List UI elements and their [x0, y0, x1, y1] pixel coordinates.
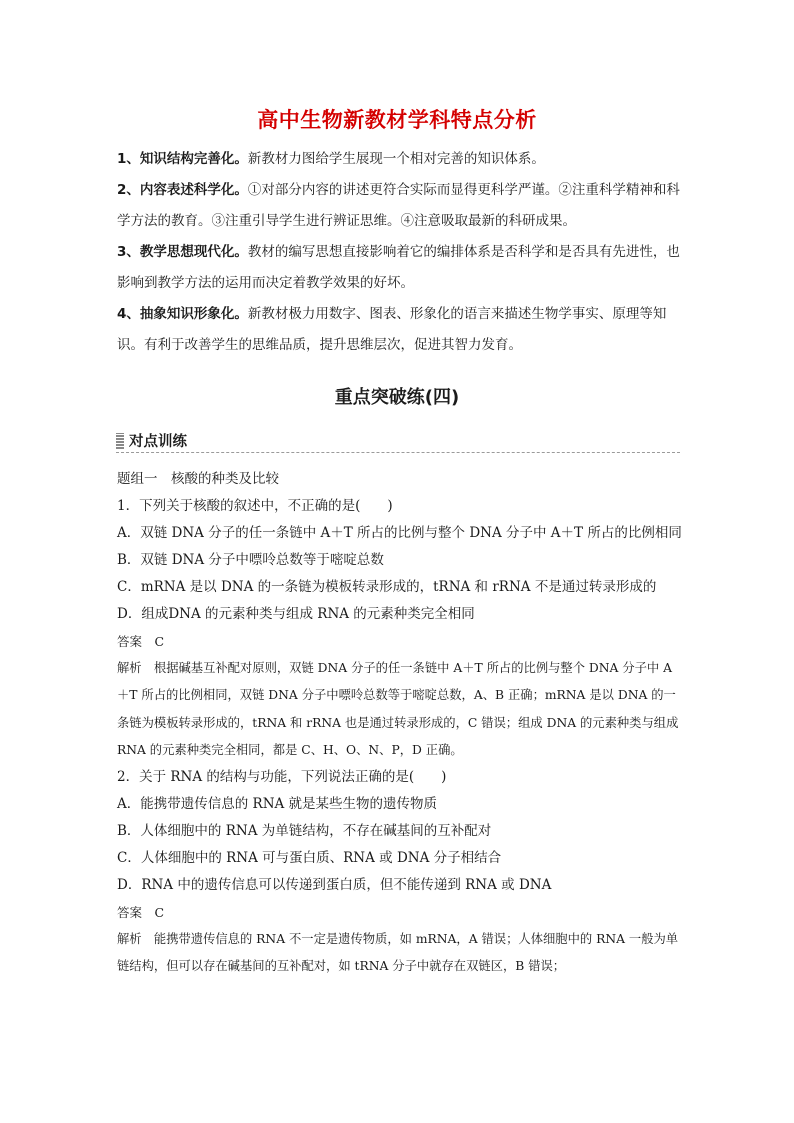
intro-paragraph-1 [117, 144, 682, 175]
q2-option-d: D．RNA 中的遗传信息可以传递到蛋白质，但不能传递到 RNA 或 DNA [117, 877, 552, 894]
q2-option-b: B．人体细胞中的 RNA 为单链结构，不存在碱基间的互补配对 [117, 823, 492, 840]
intro-lead-4: 4、抽象知识形象化。 [117, 306, 248, 322]
q2-answer: 答案 C [117, 905, 165, 921]
intro-section [117, 144, 682, 361]
section-label: 对点训练 [129, 434, 187, 450]
q1-option-b: B．双链 DNA 分子中嘌呤总数等于嘧啶总数 [117, 552, 384, 568]
q1-option-d: D．组成DNA 的元素种类与组成 RNA 的元素种类完全相同 [117, 606, 475, 622]
section-header [116, 430, 187, 451]
intro-paragraph-4 [117, 299, 682, 361]
q2-option-c: C．人体细胞中的 RNA 可与蛋白质、RNA 或 DNA 分子相结合 [117, 850, 502, 867]
intro-text-3: 教材的编写思想直接影响着它的编排体系是否科学和是否具有先进性，也影响到教学方法的运用而决定着教学效果的好坏。 [117, 244, 680, 291]
q1-answer: 答案 C [117, 634, 165, 649]
q1-option-c: C．mRNA 是以 DNA 的一条链为模板转录形成的，tRNA 和 rRNA 不是通过转录形成的 [117, 579, 657, 595]
q1-analysis: 解析 根据碱基互补配对原则，双链 DNA 分子的任一条链中 A＋T 所占的比例与整个 DNA 分子中 A＋T 所占的比例相同，双链 DNA 分子中嘌呤总数等于嘧啶总数，A、B 正确；mRNA 是以 DNA 的一条链为模板转录形成的，tRNA 和 rRNA 也是通过转录形成的，C 错误；组成 DNA 的元素种类与组成 RNA 的元素种类完全相同，都是 C、H、O、N、P，D 正确。 [117, 661, 679, 757]
intro-lead-3: 3、教学思想现代化。 [117, 244, 248, 260]
q2-analysis: 解析 能携带遗传信息的 RNA 不一定是遗传物质，如 mRNA，A 错误；人体细胞中的 RNA 一般为单链结构，但可以存在碱基间的互补配对，如 tRNA 分子中就存在双链区，B 错误； [117, 932, 679, 974]
intro-lead-1: 1、知识结构完善化。 [117, 151, 248, 167]
section-divider [116, 452, 680, 453]
intro-paragraph-3 [117, 237, 682, 299]
q2-stem: 2．关于 RNA 的结构与功能，下列说法正确的是( ) [117, 769, 447, 786]
q1-option-a: A．双链 DNA 分子的任一条链中 A＋T 所占的比例与整个 DNA 分子中 A＋T 所占的比例相同 [117, 525, 682, 541]
intro-text-1: 新教材力图给学生展现一个相对完善的知识体系。 [247, 151, 545, 167]
q1-stem: 1．下列关于核酸的叙述中，不正确的是( ) [117, 498, 393, 514]
intro-text-2: ①对部分内容的讲述更符合实际而显得更科学严谨。②注重科学精神和科学方法的教育。③注重引导学生进行辨证思维。④注意吸取最新的科研成果。 [117, 182, 680, 229]
intro-paragraph-2 [117, 175, 682, 237]
sub-title: 重点突破练(四) [334, 387, 460, 408]
section-marker-icon [116, 433, 124, 449]
question-group-label: 题组一 核酸的种类及比较 [117, 471, 279, 487]
intro-lead-2: 2、内容表述科学化。 [117, 182, 248, 198]
main-title: 高中生物新教材学科特点分析 [257, 108, 537, 132]
intro-text-4: 新教材极力用数字、图表、形象化的语言来描述生物学事实、原理等知识。有利于改善学生的思维品质，提升思维层次，促进其智力发育。 [117, 306, 667, 353]
exercise-body [117, 466, 682, 981]
q2-option-a: A．能携带遗传信息的 RNA 就是某些生物的遗传物质 [117, 796, 438, 813]
